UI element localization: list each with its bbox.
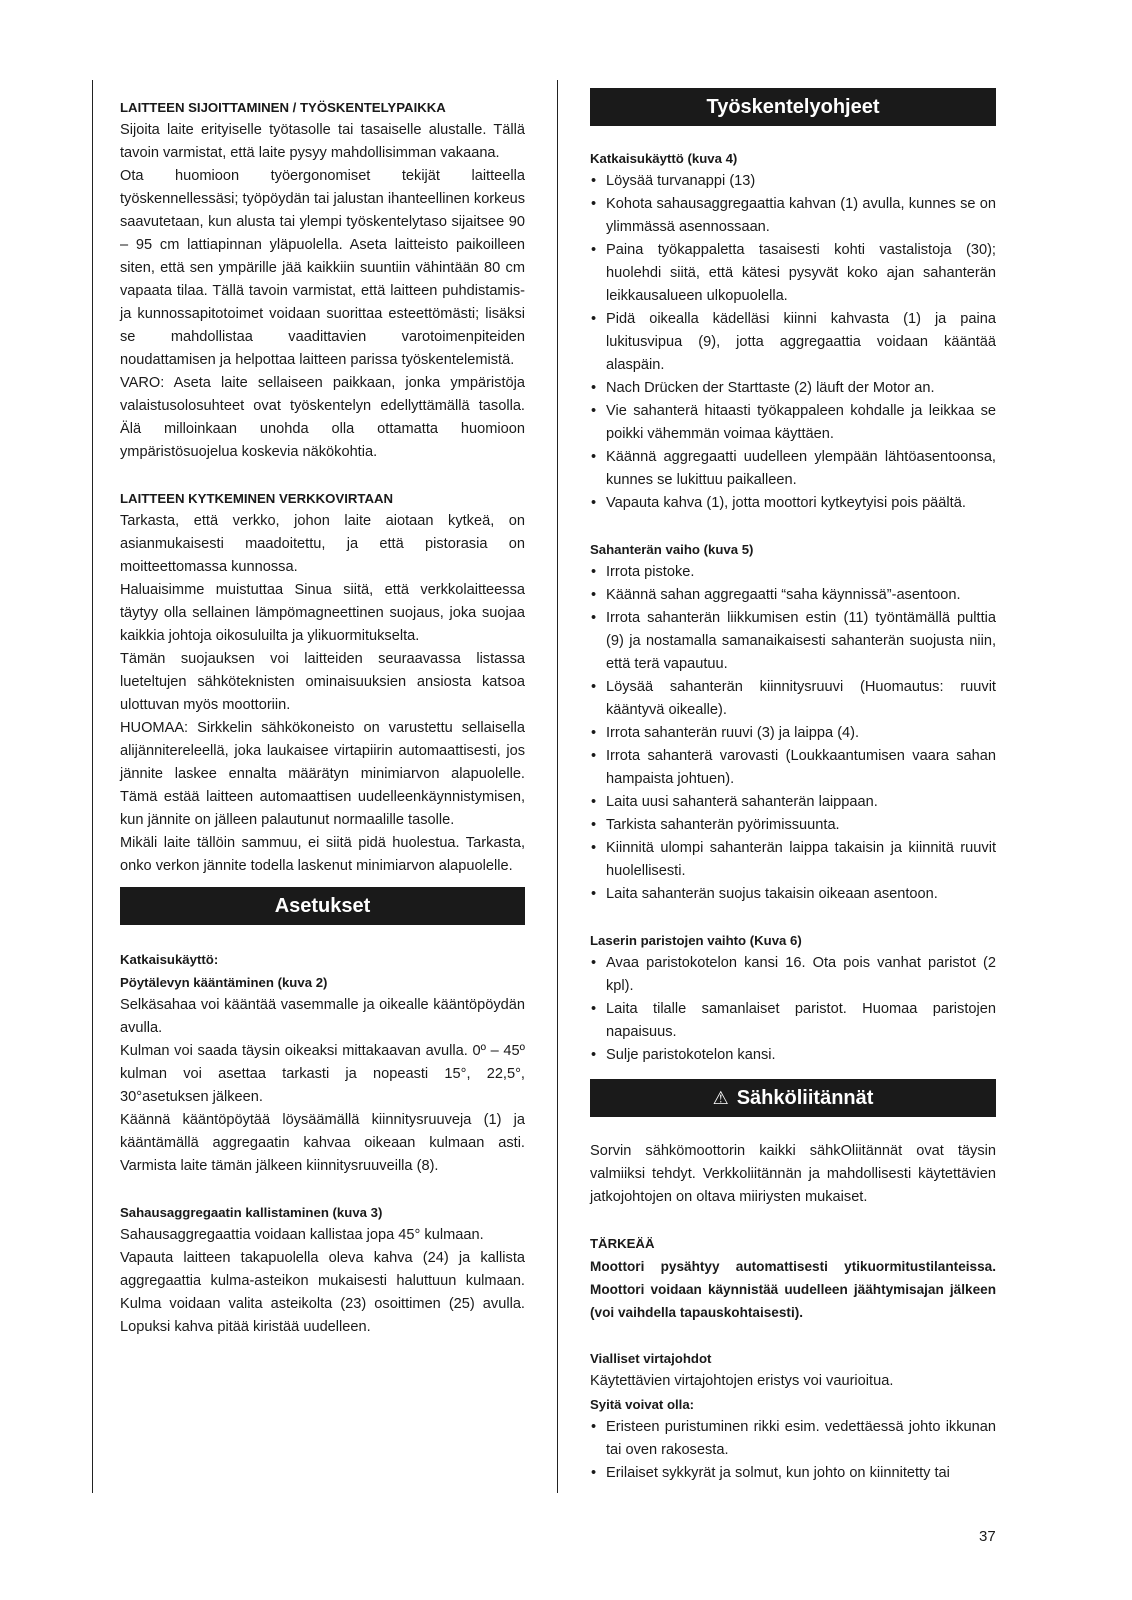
warning-triangle-icon: ⚠	[712, 1088, 729, 1108]
section-banner-tyoskentelyohjeet: Työskentelyohjeet	[590, 88, 996, 126]
bullet-list	[590, 170, 996, 515]
section-heading: Sahanterän vaiho (kuva 5)	[590, 542, 754, 557]
paragraph: Vapauta laitteen takapuolella oleva kahva (24) ja kallista aggregaattia kulma-asteikon mukaisesti haluttuun kulmaan. Kulma voidaan valita asteikolta (23) osoittimen (25) avulla. Lopuksi kahva pitää kiristää uudelleen.	[120, 1250, 525, 1335]
bullet-list	[590, 561, 996, 906]
list-item: • Käännä sahan aggregaatti “saha käynnissä”-asentoon.	[590, 584, 996, 607]
paragraph: Selkäsahaa voi kääntää vasemmalle ja oikealle kääntöpöydän avulla.	[120, 997, 525, 1036]
left-margin-rule	[92, 80, 93, 1493]
section-heading: LAITTEEN SIJOITTAMINEN / TYÖSKENTELYPAIKKA	[120, 100, 446, 115]
spacer	[590, 1209, 996, 1232]
section-banner-sahkoliitannat	[590, 1079, 996, 1117]
list-item: • Irrota pistoke.	[590, 561, 996, 584]
list-item: • Paina työkappaletta tasaisesti kohti vastalistoja (30); huolehdi siitä, että kätesi pysyvät koko ajan sahanterän leikkausalueen ulkopuolella.	[590, 239, 996, 308]
paragraph: Sorvin sähkömoottorin kaikki sähkOliitännät ovat täysin valmiiksi tehdyt. Verkkoliitännän ja mahdollisesti käytettävien jatkojohtojen on oltava miiriysten mukaiset.	[590, 1143, 996, 1205]
list-item: • Kohota sahausaggregaattia kahvan (1) avulla, kunnes se on ylimmässä asennossaan.	[590, 193, 996, 239]
section-heading: Katkaisukäyttö (kuva 4)	[590, 151, 738, 166]
list-item: • Laita tilalle samanlaiset paristot. Huomaa paristojen napaisuus.	[590, 998, 996, 1044]
list-item: • Löysää sahanterän kiinnitysruuvi (Huomautus: ruuvit kääntyvä oikealle).	[590, 676, 996, 722]
list-item: • Laita sahanterän suojus takaisin oikeaan asentoon.	[590, 883, 996, 906]
spacer	[590, 515, 996, 538]
section-subheading: Syitä voivat olla:	[590, 1397, 695, 1412]
spacer	[590, 1324, 996, 1347]
section-heading: Sahausaggregaatin kallistaminen (kuva 3)	[120, 1205, 383, 1220]
paragraph: HUOMAA: Sirkkelin sähkökoneisto on varustettu sellaisella alijännitereleellä, joka laukaisee virtapiirin automaattisesti, jos jännite laskee ennalta määrätyn minimiarvon alapuolelle. Tämä estää laitteen automaattisen uudelleenkäynnistymisen, kun jännite on jälleen palautunut normaalille tasolle.	[120, 720, 525, 828]
left-column	[120, 96, 525, 1339]
list-item: • Eristeen puristuminen rikki esim. vedettäessä johto ikkunan tai oven rakosesta.	[590, 1416, 996, 1462]
page-number: 37	[979, 1528, 996, 1545]
section-heading: Vialliset virtajohdot	[590, 1351, 712, 1366]
list-item: • Löysää turvanappi (13)	[590, 170, 996, 193]
list-item: • Irrota sahanterän ruuvi (3) ja laippa (4).	[590, 722, 996, 745]
list-item: • Nach Drücken der Starttaste (2) läuft der Motor an.	[590, 377, 996, 400]
paragraph: Haluaisimme muistuttaa Sinua siitä, että verkkolaitteessa täytyy olla sellainen lämpömagneettinen suojaus, joka suojaa kaikkia johtoja oikosuluilta ja ylikuormitukselta.	[120, 582, 525, 644]
paragraph: VARO: Aseta laite sellaiseen paikkaan, jonka ympäristöja valaistusolosuhteet ovat työskentelyn edellyttämällä tasolla. Älä milloinkaan unohda olla ottamatta huomioon ympäristösuojelua koskevia näkökohtia.	[120, 375, 525, 460]
paragraph: Tämän suojauksen voi laitteiden seuraavassa listassa lueteltujen sähköteknisten ominaisuuksien ansiosta katsoa ulottuvan myös moottoriin.	[120, 651, 525, 713]
list-item: • Laita uusi sahanterä sahanterän laippaan.	[590, 791, 996, 814]
paragraph: Mikäli laite tällöin sammuu, ei siitä pidä huolestua. Tarkasta, onko verkon jännite todella laskenut minimiarvon alapuolelle.	[120, 835, 525, 874]
list-item: • Pidä oikealla kädelläsi kiinni kahvasta (1) ja paina lukitusvipua (9), jotta aggregaattia voidaan kääntää alaspäin.	[590, 308, 996, 377]
list-item: • Vie sahanterä hitaasti työkappaleen kohdalle ja leikkaa se poikki vähemmän voimaa käyttäen.	[590, 400, 996, 446]
list-item: • Erilaiset sykkyrät ja solmut, kun johto on kiinnitetty tai	[590, 1462, 996, 1485]
list-item: • Irrota sahanterä varovasti (Loukkaantumisen vaara sahan hampaista johtuen).	[590, 745, 996, 791]
spacer	[120, 464, 525, 487]
list-item: • Käännä aggregaatti uudelleen ylempään lähtöasentoonsa, kunnes se lukittuu paikalleen.	[590, 446, 996, 492]
section-subheading: Pöytälevyn kääntäminen (kuva 2)	[120, 975, 328, 990]
paragraph: Kulman voi saada täysin oikeaksi mittakaavan avulla. 0º – 45º kulman voi asettaa tarkasti ja nopeasti 15°, 22,5°, 30°asetuksen jälkeen.	[120, 1043, 525, 1105]
list-item: • Avaa paristokotelon kansi 16. Ota pois vanhat paristot (2 kpl).	[590, 952, 996, 998]
paragraph: Ota huomioon työergonomiset tekijät laitteella työskennellessäsi; työpöydän tai jalustan ihanteellinen korkeus saavutetaan, kun alusta tai ylempi työskentelytaso sijaitsee 90 – 95 cm lattiapinnan yläpuolella. Aseta laitteisto paikoilleen siten, että sen ympärille jää kaikkiin suuntiin vähintään 80 cm vapaata tilaa. Tällä tavoin varmistat, että laitteen puhdistamis- ja kunnossapitotoimet voidaan suorittaa esteettömästi; lisäksi se mahdollistaa vaadittavien varotoimenpiteiden noudattamisen ja helpottaa laitteen parissa työskentelemistä.	[120, 168, 525, 368]
spacer	[120, 1178, 525, 1201]
bullet-list	[590, 952, 996, 1067]
section-heading: TÄRKEÄÄ	[590, 1236, 655, 1251]
paragraph: Käytettävien virtajohtojen eristys voi vaurioitua.	[590, 1373, 894, 1389]
paragraph: Sahausaggregaattia voidaan kallistaa jopa 45° kulmaan.	[120, 1227, 484, 1243]
section-heading: LAITTEEN KYTKEMINEN VERKKOVIRTAAN	[120, 491, 394, 506]
list-item: • Vapauta kahva (1), jotta moottori kytkeytyisi pois päältä.	[590, 492, 996, 515]
section-heading: Katkaisukäyttö:	[120, 952, 219, 967]
bullet-list	[590, 1416, 996, 1485]
spacer	[590, 906, 996, 929]
paragraph: Käännä kääntöpöytää löysäämällä kiinnitysruuveja (1) ja kääntämällä aggregaatin kahvaa oikeaan kulmaan asti. Varmista laite tämän jälkeen kiinnitysruuveilla (8).	[120, 1112, 525, 1174]
list-item: • Irrota sahanterän liikkumisen estin (11) työntämällä pulttia (9) ja nostamalla samanaikaisesti sahanterän suojusta niin, että terä vapautuu.	[590, 607, 996, 676]
right-column	[590, 96, 996, 1485]
column-divider-rule	[557, 80, 558, 1493]
banner-title: Sähköliitännät	[736, 1087, 874, 1109]
list-item: • Kiinnitä ulompi sahanterän laippa takaisin ja kiinnitä ruuvit huolellisesti.	[590, 837, 996, 883]
list-item: • Sulje paristokotelon kansi.	[590, 1044, 996, 1067]
important-notice: Moottori pysähtyy automattisesti ytikuormitustilanteissa. Moottori voidaan käynnistää uudelleen jäähtymisajan jälkeen (voi vaihdella tapauskohtaisesti).	[590, 1259, 996, 1320]
paragraph: Tarkasta, että verkko, johon laite aiotaan kytkeä, on asianmukaisesti maadoitettu, ja että pistorasia on moitteettomassa kunnossa.	[120, 513, 525, 575]
paragraph: Sijoita laite erityiselle työtasolle tai tasaiselle alustalle. Tällä tavoin varmistat, että laite pysyy mahdollisimman vakaana.	[120, 122, 525, 161]
section-heading: Laserin paristojen vaihto (Kuva 6)	[590, 933, 802, 948]
list-item: • Tarkista sahanterän pyörimissuunta.	[590, 814, 996, 837]
section-banner-asetukset: Asetukset	[120, 887, 525, 925]
